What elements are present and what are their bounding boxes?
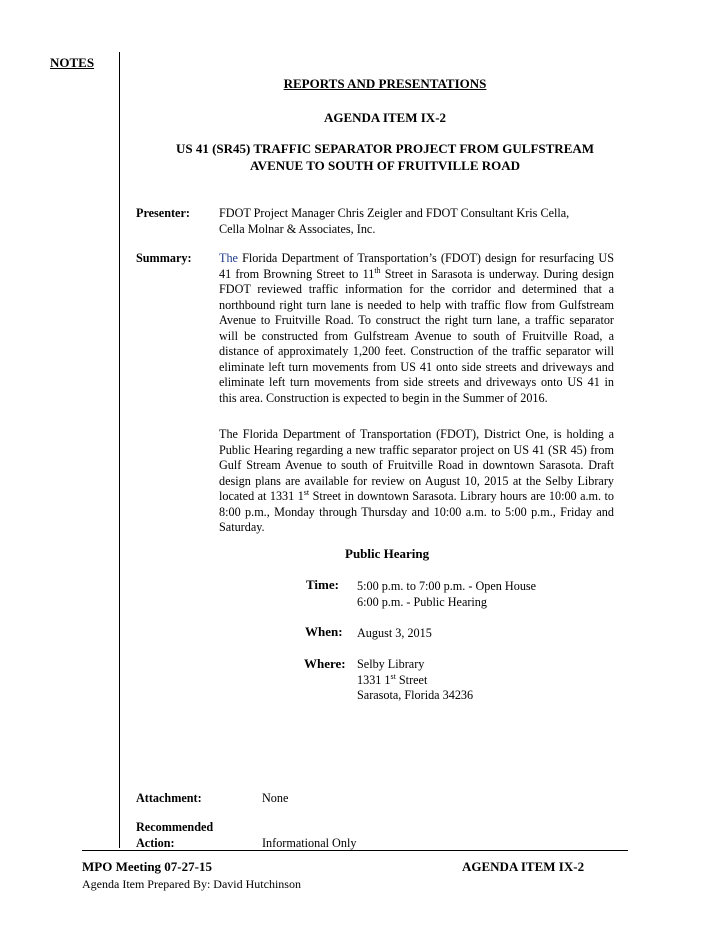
presenter-value bbox=[219, 206, 614, 237]
recommended-label-line-2: Action: bbox=[136, 835, 175, 850]
summary-p1-text-b: Street in Sarasota is underway. During design FDOT reviewed traffic information for the corridor and determined that a northbound right turn lane is needed to help with traffic flow from Gulfstream Avenue to Fruitville Road. To construct the right turn lane, a traffic separator will be constructed from Gulfstream Avenue to south of Fruitville Road, a distance of approximately 1,200 feet. Construction of the traffic separator will eliminate left turn movements from US 41 onto side streets and driveways and eliminate left turn movements from side streets and driveways onto US 41 in this area. Construction is expected to begin in the Summer of 2016. bbox=[219, 266, 614, 405]
where-label: Where: bbox=[304, 656, 346, 671]
summary-first-word: The bbox=[219, 251, 238, 265]
public-hearing-heading: Public Hearing bbox=[345, 546, 430, 561]
summary-paragraph-1 bbox=[219, 251, 614, 406]
presenter-line-1: FDOT Project Manager Chris Zeigler and FDOT Consultant Kris Cella, bbox=[219, 206, 570, 220]
attachment-value: None bbox=[262, 791, 289, 805]
attachment-label: Attachment: bbox=[136, 791, 202, 805]
project-title-line-1: US 41 (SR45) TRAFFIC SEPARATOR PROJECT FROM GULFSTREAM bbox=[175, 141, 595, 156]
where-line-2-a: 1331 1 bbox=[357, 672, 391, 687]
summary-p2-sup: st bbox=[303, 487, 310, 497]
agenda-item-heading: AGENDA ITEM IX-2 bbox=[323, 110, 447, 125]
footer-rule bbox=[82, 850, 628, 851]
section-title: REPORTS AND PRESENTATIONS bbox=[283, 76, 487, 91]
summary-p2-text-b: Street in downtown Sarasota. Library hours are 10:00 a.m. to 8:00 p.m., Monday through Thursday and 10:00 a.m. to 5:00 p.m., Friday and Saturday. bbox=[219, 489, 615, 534]
presenter-line-2: Cella Molnar & Associates, Inc. bbox=[219, 221, 376, 236]
footer-prepared-by: Agenda Item Prepared By: David Hutchinson bbox=[82, 877, 301, 891]
summary-p1-text-a: Florida Department of Transportation’s (FDOT) design for resurfacing US 41 from Browning Street to 11 bbox=[219, 251, 614, 281]
summary-paragraph-2 bbox=[219, 427, 614, 536]
footer-agenda-item: AGENDA ITEM IX-2 bbox=[462, 859, 585, 874]
when-value: August 3, 2015 bbox=[357, 626, 432, 640]
project-title-line-2: AVENUE TO SOUTH OF FRUITVILLE ROAD bbox=[249, 158, 521, 173]
where-line-2-sup: st bbox=[390, 671, 396, 681]
project-title bbox=[120, 140, 650, 174]
summary-label: Summary: bbox=[136, 251, 192, 265]
time-line-2: 6:00 p.m. - Public Hearing bbox=[357, 594, 487, 609]
recommended-action-value: Informational Only bbox=[262, 836, 357, 850]
where-line-1: Selby Library bbox=[357, 657, 425, 671]
where-value bbox=[357, 657, 473, 704]
summary-p2-text-a: The Florida Department of Transportation (FDOT), District One, is holding a Public Hearing regarding a new traffic separator project on US 41 (SR 45) from Gulf Stream Avenue to south of Fruitville Road in downtown Sarasota. Draft design plans are available for review on August 10, 2015 at the Selby Library located at 1331 1 bbox=[219, 427, 614, 503]
footer-meeting: MPO Meeting 07-27-15 bbox=[82, 859, 212, 874]
time-line-1: 5:00 p.m. to 7:00 p.m. - Open House bbox=[357, 579, 537, 593]
where-line-2-b: Street bbox=[395, 672, 428, 687]
time-value bbox=[357, 579, 536, 610]
where-line-3: Sarasota, Florida 34236 bbox=[357, 688, 474, 702]
presenter-label: Presenter: bbox=[136, 206, 190, 220]
when-label: When: bbox=[305, 624, 343, 639]
time-label: Time: bbox=[306, 577, 339, 592]
notes-label: NOTES bbox=[50, 55, 95, 70]
recommended-label-line-1: Recommended bbox=[136, 820, 214, 834]
where-line-2 bbox=[357, 673, 473, 689]
summary-p1-sup: th bbox=[374, 265, 381, 275]
recommended-action-label bbox=[136, 820, 213, 851]
